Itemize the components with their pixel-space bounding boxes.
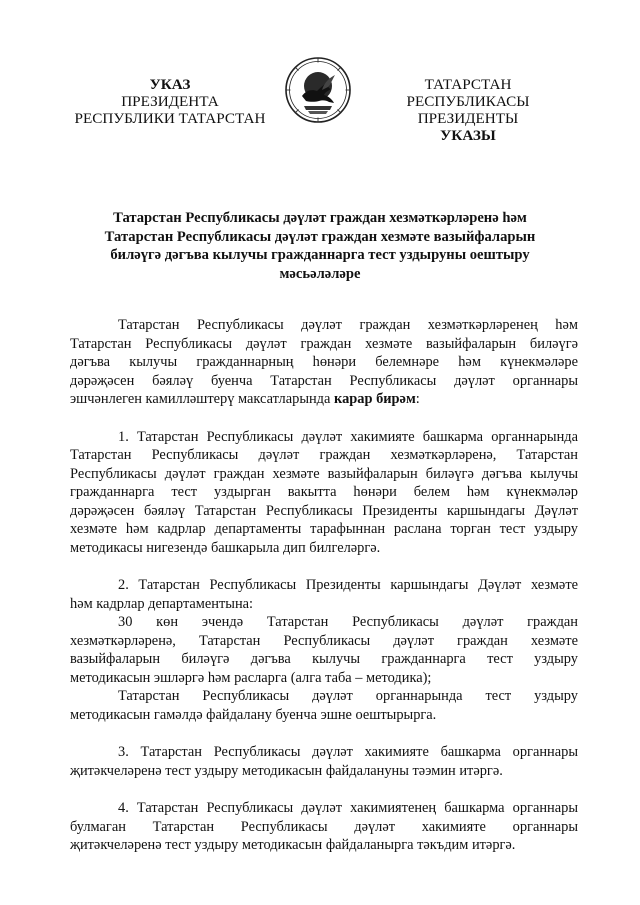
header-left-line-3: РЕСПУБЛИКИ ТАТАРСТАН [74,110,266,127]
preamble-line-2: Татарстан Республикасы дәүләт граждан хезмәте вазыйфаларын биләүгә [70,335,578,352]
p1-line-7: методикасы нигезендә башкарыла дип билгеләргә. [70,539,381,556]
header-left-block [70,76,270,127]
p4-line-2: булмаган Татарстан Республикасы дәүләт хакимияте органнары [70,818,578,835]
title-line-4: мәсьәләләре [279,265,361,282]
decree-phrase: карар бирәм [334,391,416,407]
paragraph-1 [70,428,578,558]
document-title [60,209,580,283]
p2-item1-line-1: 30 көн эчендә Татарстан Республикасы дәүләт граждан [118,614,578,630]
title-line-3: биләүгә дәгъва кылучы гражданнарга тест уздыруны оештыру [110,247,530,263]
p2-item1-line-4: методикасын эшләргә һәм расларга (алга таба – методика); [70,669,432,686]
paragraph-4 [70,799,578,855]
p2-intro-line-2: һәм кадрлар департаментына: [70,595,254,612]
preamble-paragraph [70,316,578,409]
p2-item2-line-2: методикасын гамәлдә файдалану буенча эшне оештырырга. [70,706,437,723]
preamble-line-3: дәгъва кылучы гражданнарның һөнәри белемнәре һәм күнекмәләре [70,354,578,370]
p1-line-1: 1. Татарстан Республикасы дәүләт хакимияте башкарма органнарында [118,428,578,445]
p3-line-2: җитәкчеләренә тест уздыру методикасын файдалануны тәэмин итәргә. [70,762,503,779]
p1-line-6: хезмәте һәм кадрлар департаменты тарафыннан раслана торган тест уздыру [70,521,578,537]
preamble-line-5 [70,390,578,409]
header-right-line-2: ПРЕЗИДЕНТЫ [417,110,519,127]
header-left-line-2: ПРЕЗИДЕНТА [121,93,219,110]
title-line-2: Татарстан Республикасы дәүләт граждан хезмәте вазыйфаларын [104,228,536,245]
p2-intro-line-1: 2. Татарстан Республикасы Президенты каршындагы Дәүләт хезмәте [118,577,578,593]
p4-line-3: җитәкчеләренә тест уздыру методикасын файдаланырга тәкъдим итәргә. [70,837,516,853]
paragraph-2 [70,576,578,724]
p1-line-5: дәрәҗәсен бәяләү Татарстан Республикасы Президенты каршындагы Дәүләт [70,502,578,519]
preamble-line-1: Татарстан Республикасы дәүләт граждан хезмәткәрләренең һәм [118,317,578,333]
p1-line-2: Татарстан Республикасы дәүләт граждан хезмәткәрләренә, Татарстан [70,447,578,463]
preamble-colon: : [415,391,420,407]
p1-line-4: гражданнарга тест уздырган вакытта һөнәри белем һәм күнекмәләр [70,484,578,500]
preamble-last-text: эшчәнлеген камилләштерү максатларында [70,391,334,407]
document-body [70,316,578,855]
header-right-line-1: ТАТАРСТАН РЕСПУБЛИКАСЫ [406,76,530,110]
coat-of-arms-emblem [284,56,352,124]
p1-line-3: Республикасы дәүләт граждан хезмәте вазыйфаларын биләүгә дәгъва кылучы [70,465,578,482]
title-line-1: Татарстан Республикасы дәүләт граждан хезмәткәрләренә һәм [113,210,527,226]
header-right-block [362,76,574,144]
paragraph-3 [70,743,578,780]
p2-item1-line-2: хезмәткәрләренә, Татарстан Республикасы дәүләт граждан хезмәте [70,632,578,649]
header-right-line-3: УКАЗЫ [440,127,496,144]
preamble-line-4: дәрәҗәсен бәяләү буенча Татарстан Республикасы дәүләт органнары [70,372,578,389]
p2-item1-line-3: вазыйфаларын биләүгә дәгъва кылучы гражданнарга тест уздыру [70,651,578,667]
header-left-line-1: УКАЗ [149,76,191,93]
p3-line-1: 3. Татарстан Республикасы дәүләт хакимияте башкарма органнары [118,744,578,760]
p2-item2-line-1: Татарстан Республикасы дәүләт органнарында тест уздыру [118,688,578,704]
p4-line-1: 4. Татарстан Республикасы дәүләт хакимиятенең башкарма органнары [118,800,578,816]
